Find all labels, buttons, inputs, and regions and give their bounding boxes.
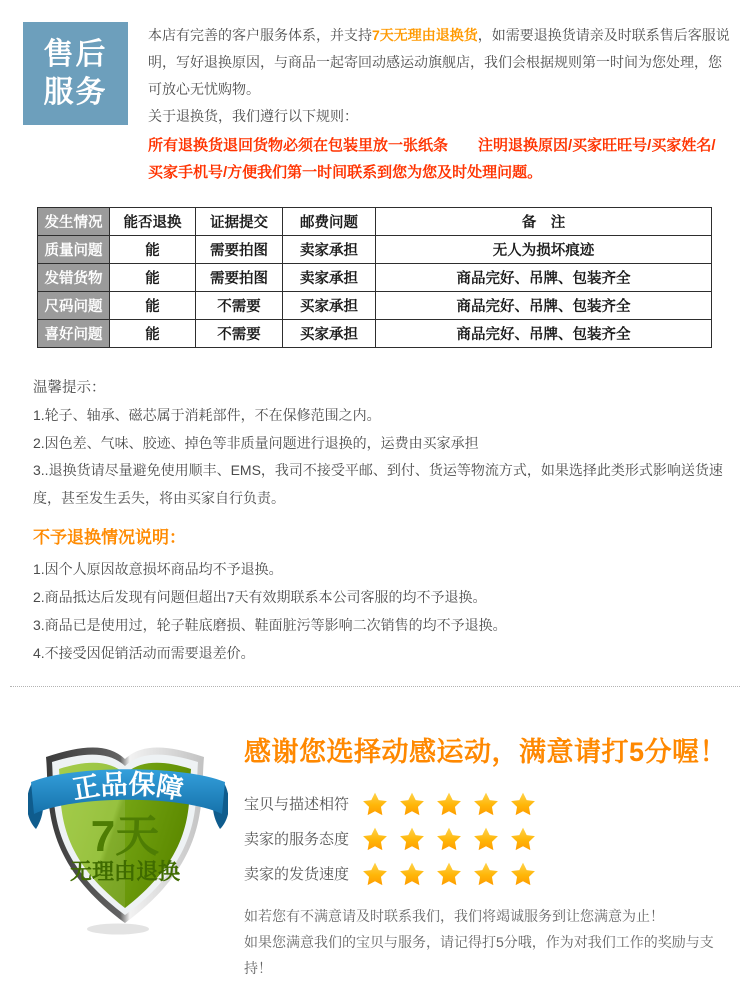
list-item: 2.商品抵达后发现有问题但超出7天有效期联系本公司客服的均不予退换。 bbox=[33, 589, 487, 605]
tips-title: 温馨提示： bbox=[33, 380, 106, 396]
star-icon bbox=[399, 826, 425, 852]
list-item: 3.商品已是使用过，轮子鞋底磨损、鞋面脏污等影响二次销售的均不予退换。 bbox=[33, 617, 507, 633]
table-cell: 商品完好、吊牌、包装齐全 bbox=[376, 292, 712, 320]
tips-list bbox=[33, 402, 750, 512]
shield-slogan-text: 无理由退换 bbox=[69, 859, 181, 884]
table-column-header: 备 注 bbox=[376, 208, 712, 236]
no-return-section bbox=[33, 525, 750, 667]
table-cell: 买家承担 bbox=[283, 292, 376, 320]
after-sales-page bbox=[0, 22, 750, 976]
intro-highlight: 7天无理由退换货 bbox=[372, 27, 478, 43]
rating-label: 宝贝与描述相符 bbox=[244, 796, 350, 813]
table-column-header: 邮费问题 bbox=[283, 208, 376, 236]
return-warning: 所有退换货退回货物必须在包装里放一张纸条 注明退换原因/买家旺旺号/买家姓名/买家手机号/方便我们第一时间联系到您为您及时处理问题。 bbox=[148, 137, 716, 181]
table-corner-header: 发生情况 bbox=[38, 208, 110, 236]
intro-paragraph bbox=[148, 22, 730, 103]
table-cell: 商品完好、吊牌、包装齐全 bbox=[376, 320, 712, 348]
row-header-cell: 喜好问题 bbox=[38, 320, 110, 348]
table-cell: 商品完好、吊牌、包装齐全 bbox=[376, 264, 712, 292]
dotted-divider bbox=[10, 686, 740, 687]
shield-shadow bbox=[87, 924, 149, 935]
policy-table bbox=[37, 207, 712, 348]
list-item: 1.轮子、轴承、磁芯属于消耗部件，不在保修范围之内。 bbox=[33, 407, 381, 423]
star-icon bbox=[436, 826, 462, 852]
table-cell: 无人为损坏痕迹 bbox=[376, 236, 712, 264]
closing-lines bbox=[244, 903, 734, 981]
star-icon bbox=[362, 826, 388, 852]
table-row bbox=[38, 292, 712, 320]
rating-row bbox=[244, 825, 734, 852]
table-cell: 需要拍图 bbox=[196, 236, 283, 264]
table-cell: 买家承担 bbox=[283, 320, 376, 348]
table-cell: 能 bbox=[110, 264, 196, 292]
table-column-header: 能否退换 bbox=[110, 208, 196, 236]
star-icon bbox=[362, 791, 388, 817]
star-icon bbox=[436, 861, 462, 887]
table-cell: 能 bbox=[110, 236, 196, 264]
row-header-cell: 质量问题 bbox=[38, 236, 110, 264]
guarantee-shield bbox=[28, 733, 228, 981]
policy-table-head bbox=[38, 208, 712, 236]
star-icon bbox=[510, 826, 536, 852]
star-icon bbox=[362, 861, 388, 887]
rating-row bbox=[244, 860, 734, 887]
star-icon bbox=[510, 791, 536, 817]
ribbon-text: 正品保障 bbox=[70, 769, 186, 805]
star-row bbox=[362, 826, 536, 852]
star-icon bbox=[399, 791, 425, 817]
thanks-heading: 感谢您选择动感运动，满意请打5分喔！ bbox=[244, 737, 728, 767]
list-item: 2.因色差、气味、胶迹、掉色等非质量问题进行退换的，运费由买家承担 bbox=[33, 434, 479, 451]
no-return-title: 不予退换情况说明： bbox=[33, 528, 186, 547]
rating-label: 卖家的发货速度 bbox=[244, 866, 350, 883]
star-row bbox=[362, 791, 536, 817]
list-item: 1.因个人原因故意损坏商品均不予退换。 bbox=[33, 561, 283, 577]
shield-badge-graphic bbox=[28, 733, 228, 938]
intro-pre: 本店有完善的客户服务体系，并支持 bbox=[148, 27, 372, 43]
star-icon bbox=[399, 861, 425, 887]
star-icon bbox=[473, 791, 499, 817]
table-cell: 卖家承担 bbox=[283, 236, 376, 264]
footer-section bbox=[28, 733, 750, 981]
table-row bbox=[38, 264, 712, 292]
ratings bbox=[244, 790, 734, 887]
tips-section bbox=[33, 375, 750, 512]
after-sales-badge bbox=[23, 22, 128, 125]
policy-table-body bbox=[38, 236, 712, 348]
star-row bbox=[362, 861, 536, 887]
rating-row bbox=[244, 790, 734, 817]
intro-column bbox=[148, 22, 730, 186]
list-item: 4.不接受因促销活动而需要退差价。 bbox=[33, 645, 255, 661]
rating-label: 卖家的服务态度 bbox=[244, 831, 350, 848]
row-header-cell: 发错货物 bbox=[38, 264, 110, 292]
star-icon bbox=[436, 791, 462, 817]
table-header-row bbox=[38, 208, 712, 236]
badge-line2: 服务 bbox=[43, 75, 108, 109]
list-item: 如若您有不满意请及时联系我们，我们将竭诚服务到让您满意为止！ bbox=[244, 908, 664, 924]
table-cell: 需要拍图 bbox=[196, 264, 283, 292]
footer-right-column bbox=[244, 733, 734, 981]
star-icon bbox=[473, 861, 499, 887]
table-row bbox=[38, 320, 712, 348]
list-item: 3..退换货请尽量避免使用顺丰、EMS，我司不接受平邮、到付、货运等物流方式，如果选择此类形式影响送货速度，甚至发生丢失，将由买家自行负责。 bbox=[33, 462, 723, 506]
row-header-cell: 尺码问题 bbox=[38, 292, 110, 320]
rules-intro: 关于退换货，我们遵行以下规则： bbox=[148, 108, 358, 124]
table-cell: 不需要 bbox=[196, 320, 283, 348]
star-icon bbox=[510, 861, 536, 887]
header-section bbox=[23, 22, 750, 186]
table-cell: 能 bbox=[110, 320, 196, 348]
no-return-list bbox=[33, 555, 750, 667]
shield-days-text: 7天 bbox=[90, 812, 160, 861]
table-column-header: 证据提交 bbox=[196, 208, 283, 236]
intro-post: ，如需要退换货请亲及时联系售后客服说明，写好退换原因，与商品一起寄回动感运动旗舰店，我们会根据规则第一时间为您处理，您可放心无忧购物。 bbox=[148, 27, 730, 97]
table-cell: 能 bbox=[110, 292, 196, 320]
badge-line1: 售后 bbox=[43, 37, 108, 71]
table-cell: 不需要 bbox=[196, 292, 283, 320]
list-item: 如果您满意我们的宝贝与服务，请记得打5分哦，作为对我们工作的奖励与支持！ bbox=[244, 934, 714, 976]
table-row bbox=[38, 236, 712, 264]
table-cell: 卖家承担 bbox=[283, 264, 376, 292]
star-icon bbox=[473, 826, 499, 852]
